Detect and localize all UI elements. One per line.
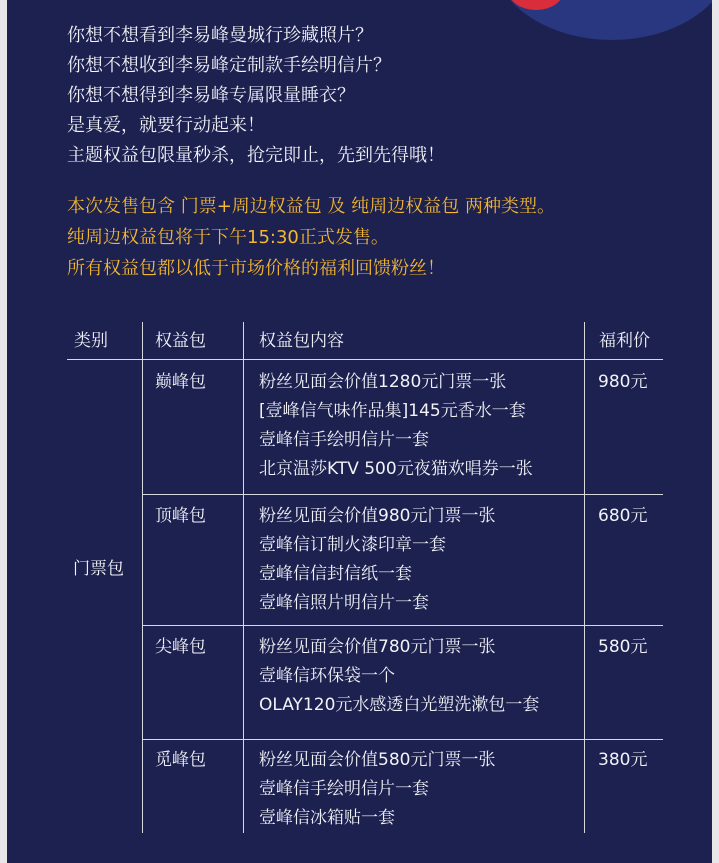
package-name: 巅峰包 [155, 372, 206, 392]
table-border [142, 322, 143, 833]
package-item: 粉丝见面会价值1280元门票一张 [259, 372, 507, 392]
highlight-line: 所有权益包都以低于市场价格的福利回馈粉丝！ [67, 258, 445, 279]
table-border [243, 322, 244, 833]
package-item: [壹峰信气味作品集]145元香水一套 [259, 401, 526, 421]
package-price: 580元 [598, 637, 648, 657]
intro-line: 你想不想收到李易峰定制款手绘明信片？ [67, 55, 391, 76]
category-label: 门票包 [73, 559, 124, 579]
highlight-line: 纯周边权益包将于下午15:30正式发售。 [67, 227, 389, 248]
package-price: 980元 [598, 372, 648, 392]
highlight-text [67, 193, 555, 286]
table-border [67, 359, 663, 360]
header-package: 权益包 [155, 331, 206, 351]
package-item: 北京温莎KTV 500元夜猫欢唱券一张 [259, 459, 533, 479]
package-item: OLAY120元水感透白光塑洗漱包一套 [259, 695, 540, 715]
package-item: 壹峰信冰箱贴一套 [259, 808, 395, 828]
package-item: 壹峰信照片明信片一套 [259, 593, 429, 613]
intro-line: 主题权益包限量秒杀，抢完即止，先到先得哦！ [67, 145, 445, 166]
package-item: 壹峰信订制火漆印章一套 [259, 535, 446, 555]
intro-text [67, 22, 445, 172]
package-item: 壹峰信信封信纸一套 [259, 564, 412, 584]
package-table [67, 322, 663, 833]
highlight-line: 本次发售包含 门票+周边权益包 及 纯周边权益包 两种类型。 [67, 196, 555, 217]
package-price: 680元 [598, 506, 648, 526]
header-category: 类别 [74, 331, 108, 351]
package-name: 顶峰包 [155, 506, 206, 526]
header-price: 福利价 [599, 331, 650, 351]
package-item: 粉丝见面会价值780元门票一张 [259, 637, 496, 657]
package-name: 觅峰包 [155, 750, 206, 770]
header-content: 权益包内容 [259, 331, 344, 351]
intro-line: 你想不想看到李易峰曼城行珍藏照片？ [67, 25, 373, 46]
package-name: 尖峰包 [155, 637, 206, 657]
header-decoration [452, 0, 712, 60]
intro-line: 你想不想得到李易峰专属限量睡衣？ [67, 85, 355, 106]
package-item: 壹峰信环保袋一个 [259, 666, 395, 686]
table-border [584, 322, 585, 833]
package-item: 粉丝见面会价值580元门票一张 [259, 750, 496, 770]
package-item: 壹峰信手绘明信片一套 [259, 779, 429, 799]
package-item: 壹峰信手绘明信片一套 [259, 430, 429, 450]
package-item: 粉丝见面会价值980元门票一张 [259, 506, 496, 526]
package-price: 380元 [598, 750, 648, 770]
intro-line: 是真爱，就要行动起来！ [67, 115, 265, 136]
